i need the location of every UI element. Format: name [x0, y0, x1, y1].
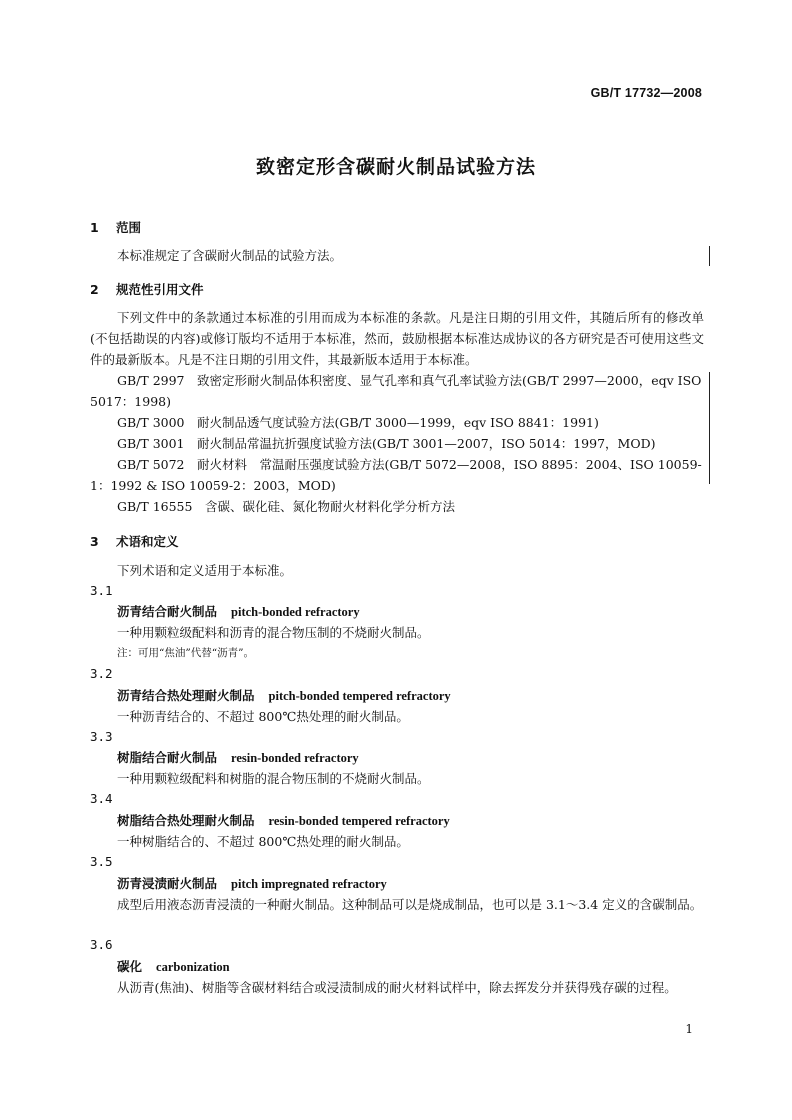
section-number: 2 [90, 282, 99, 297]
section-1-heading [90, 218, 141, 236]
section-title: 范围 [116, 220, 142, 235]
section-title: 术语和定义 [116, 534, 179, 549]
clause-number: 3.2 [90, 666, 113, 681]
term-heading [117, 748, 359, 766]
section-2-heading [90, 280, 204, 298]
term-chinese: 沥青结合耐火制品 [117, 604, 218, 619]
term-english: resin-bonded refractory [231, 751, 359, 765]
term-definition: 一种用颗粒级配料和沥青的混合物压制的不烧耐火制品。 [117, 625, 430, 640]
term-definition: 一种树脂结合的、不超过 800℃热处理的耐火制品。 [117, 834, 409, 849]
section-3-heading [90, 532, 179, 550]
term-definition: 从沥青(焦油)、树脂等含碳材料结合或浸渍制成的耐火材料试样中，除去挥发分并获得残存碳的过程。 [117, 980, 677, 995]
clause-number: 3.5 [90, 854, 113, 869]
term-note: 注：可用“焦油”代替“沥青”。 [117, 647, 254, 659]
change-bar [709, 372, 710, 484]
document-title: 致密定形含碳耐火制品试验方法 [255, 156, 536, 178]
term-english: pitch-bonded tempered refractory [268, 689, 451, 703]
clause-number: 3.6 [90, 937, 113, 952]
term-chinese: 沥青浸渍耐火制品 [117, 876, 218, 891]
term-definition: 一种沥青结合的、不超过 800℃热处理的耐火制品。 [117, 709, 409, 724]
term-english: carbonization [156, 960, 230, 974]
normative-references-intro: 下列文件中的条款通过本标准的引用而成为本标准的条款。凡是注日期的引用文件，其随后所有的修改单(不包括勘误的内容)或修订版均不适用于本标准，然而，鼓励根据本标准达成协议的各方研究是否可使用这些文件的最新版本。凡是不注日期的引用文件，其最新版本适用于本标准。 [90, 310, 704, 367]
term-english: pitch-bonded refractory [231, 605, 360, 619]
reference-item: GB/T 5072 耐火材料 常温耐压强度试验方法(GB/T 5072—2008，ISO 8895：2004、ISO 10059-1：1992 & ISO 10059-2：2003，MOD) [90, 457, 702, 493]
clause-number: 3.4 [90, 791, 113, 806]
term-heading [117, 874, 387, 892]
section-number: 1 [90, 220, 99, 235]
term-chinese: 碳化 [117, 959, 143, 974]
term-chinese: 树脂结合耐火制品 [117, 750, 218, 765]
clause-number: 3.3 [90, 729, 113, 744]
terms-intro: 下列术语和定义适用于本标准。 [117, 563, 293, 578]
page-number: 1 [685, 1022, 693, 1036]
term-english: pitch impregnated refractory [231, 877, 387, 891]
term-heading [117, 686, 451, 704]
reference-item: GB/T 2997 致密定形耐火制品体积密度、显气孔率和真气孔率试验方法(GB/T 2997—2000，eqv ISO 5017：1998) [90, 373, 702, 409]
term-chinese: 树脂结合热处理耐火制品 [117, 813, 255, 828]
term-definition: 一种用颗粒级配料和树脂的混合物压制的不烧耐火制品。 [117, 771, 430, 786]
change-bar [709, 246, 710, 266]
term-heading [117, 811, 450, 829]
reference-item: GB/T 3001 耐火制品常温抗折强度试验方法(GB/T 3001—2007，ISO 5014：1997，MOD) [117, 436, 656, 451]
term-heading [117, 602, 360, 620]
term-chinese: 沥青结合热处理耐火制品 [117, 688, 255, 703]
scope-text: 本标准规定了含碳耐火制品的试验方法。 [117, 248, 343, 263]
term-english: resin-bonded tempered refractory [268, 814, 450, 828]
reference-item: GB/T 3000 耐火制品透气度试验方法(GB/T 3000—1999，eqv ISO 8841：1991) [117, 415, 599, 430]
term-heading [117, 957, 230, 975]
standard-number: GB/T 17732—2008 [590, 86, 702, 100]
section-title: 规范性引用文件 [116, 282, 204, 297]
reference-item: GB/T 16555 含碳、碳化硅、氮化物耐火材料化学分析方法 [117, 499, 455, 514]
term-definition: 成型后用液态沥青浸渍的一种耐火制品。这种制品可以是烧成制品，也可以是 3.1～3.4 定义的含碳制品。 [117, 897, 703, 912]
clause-number: 3.1 [90, 583, 113, 598]
section-number: 3 [90, 534, 99, 549]
